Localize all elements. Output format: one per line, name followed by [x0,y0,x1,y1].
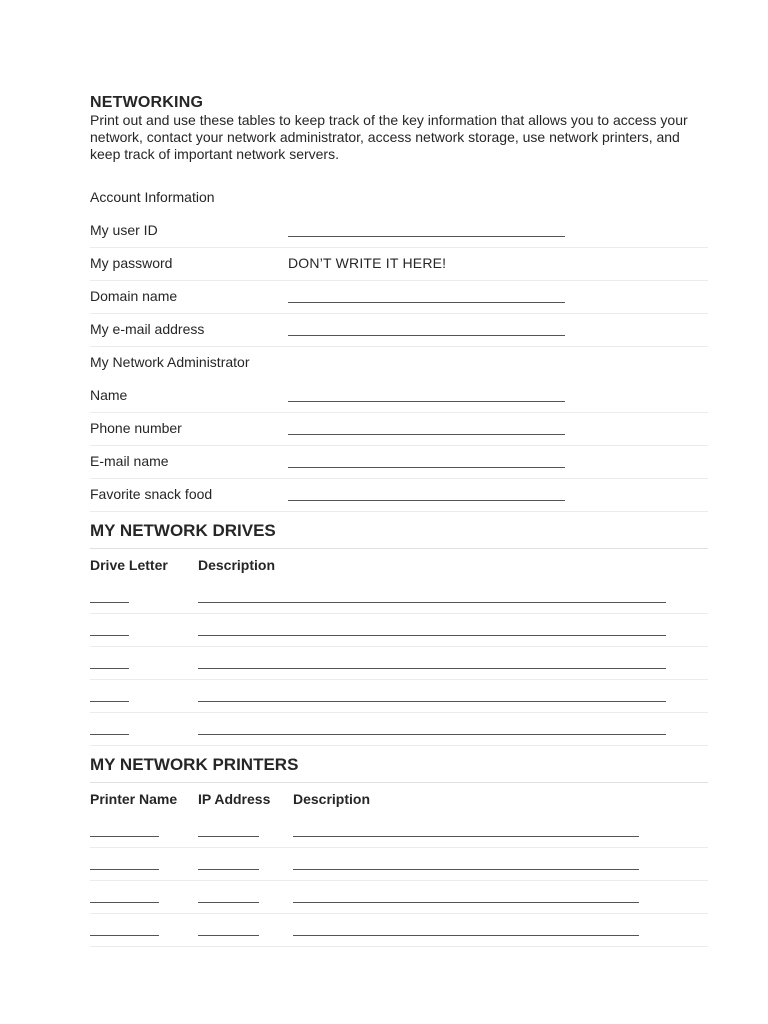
admin-section-label: My Network Administrator [90,354,250,370]
drive-row [90,614,708,647]
printer-description-blank [293,853,639,870]
domain-blank [288,286,565,303]
drive-letter-header: Drive Letter [90,557,168,573]
printer-name-blank [90,886,159,903]
printer-name-blank [90,919,159,936]
admin-email-label: E-mail name [90,453,169,469]
admin-phone-label: Phone number [90,420,182,436]
drive-letter-blank [90,619,129,636]
printers-column-headers [90,783,708,815]
admin-name-label: Name [90,387,128,403]
user-id-blank [288,220,565,237]
drive-row [90,713,708,746]
drive-description-blank [198,652,666,669]
printer-description-blank [293,919,639,936]
intro-text: Print out and use these tables to keep track of the key information that allows you to access your network, contact your network administrator, access network storage, use network printers, and keep track of important network servers. [90,112,688,162]
drive-row [90,680,708,713]
printer-ip-blank [198,919,259,936]
admin-phone-row [90,413,708,446]
drive-letter-blank [90,718,129,735]
printer-description-header: Description [293,791,371,807]
drives-heading [90,512,708,549]
printer-ip-header: IP Address [198,791,271,807]
email-row [90,314,708,347]
drive-description-blank [198,586,666,603]
admin-snack-row [90,479,708,512]
printers-heading [90,746,708,783]
printer-row [90,815,708,848]
drive-rows [90,581,708,746]
account-section-row [90,182,708,215]
printer-row [90,881,708,914]
drive-description-blank [198,685,666,702]
domain-row [90,281,708,314]
printer-name-blank [90,820,159,837]
admin-email-row [90,446,708,479]
drive-description-blank [198,718,666,735]
domain-label: Domain name [90,288,178,304]
password-note: DON’T WRITE IT HERE! [288,255,447,271]
account-section-label: Account Information [90,189,215,205]
printers-title: MY NETWORK PRINTERS [90,755,299,774]
printer-row [90,848,708,881]
user-id-row [90,215,708,248]
printer-rows [90,815,708,947]
drive-description-header: Description [198,557,276,573]
drive-row [90,647,708,680]
page-title: NETWORKING [90,94,204,111]
drive-row [90,581,708,614]
admin-phone-blank [288,418,565,435]
admin-snack-label: Favorite snack food [90,486,213,502]
email-blank [288,319,565,336]
user-id-label: My user ID [90,222,158,238]
printer-description-blank [293,820,639,837]
printer-row [90,914,708,947]
drive-description-blank [198,619,666,636]
printer-ip-blank [198,853,259,870]
printer-description-blank [293,886,639,903]
printer-name-blank [90,853,159,870]
admin-email-blank [288,451,565,468]
drives-title: MY NETWORK DRIVES [90,521,276,540]
printer-ip-blank [198,886,259,903]
email-label: My e-mail address [90,321,205,337]
drive-letter-blank [90,685,129,702]
password-label: My password [90,255,173,271]
drive-letter-blank [90,586,129,603]
drive-letter-blank [90,652,129,669]
admin-section-row [90,347,708,380]
printer-name-header: Printer Name [90,791,178,807]
drives-column-headers [90,549,708,581]
admin-snack-blank [288,484,565,501]
networking-page [90,94,708,947]
admin-name-row [90,380,708,413]
admin-name-blank [288,385,565,402]
printer-ip-blank [198,820,259,837]
password-row [90,248,708,281]
